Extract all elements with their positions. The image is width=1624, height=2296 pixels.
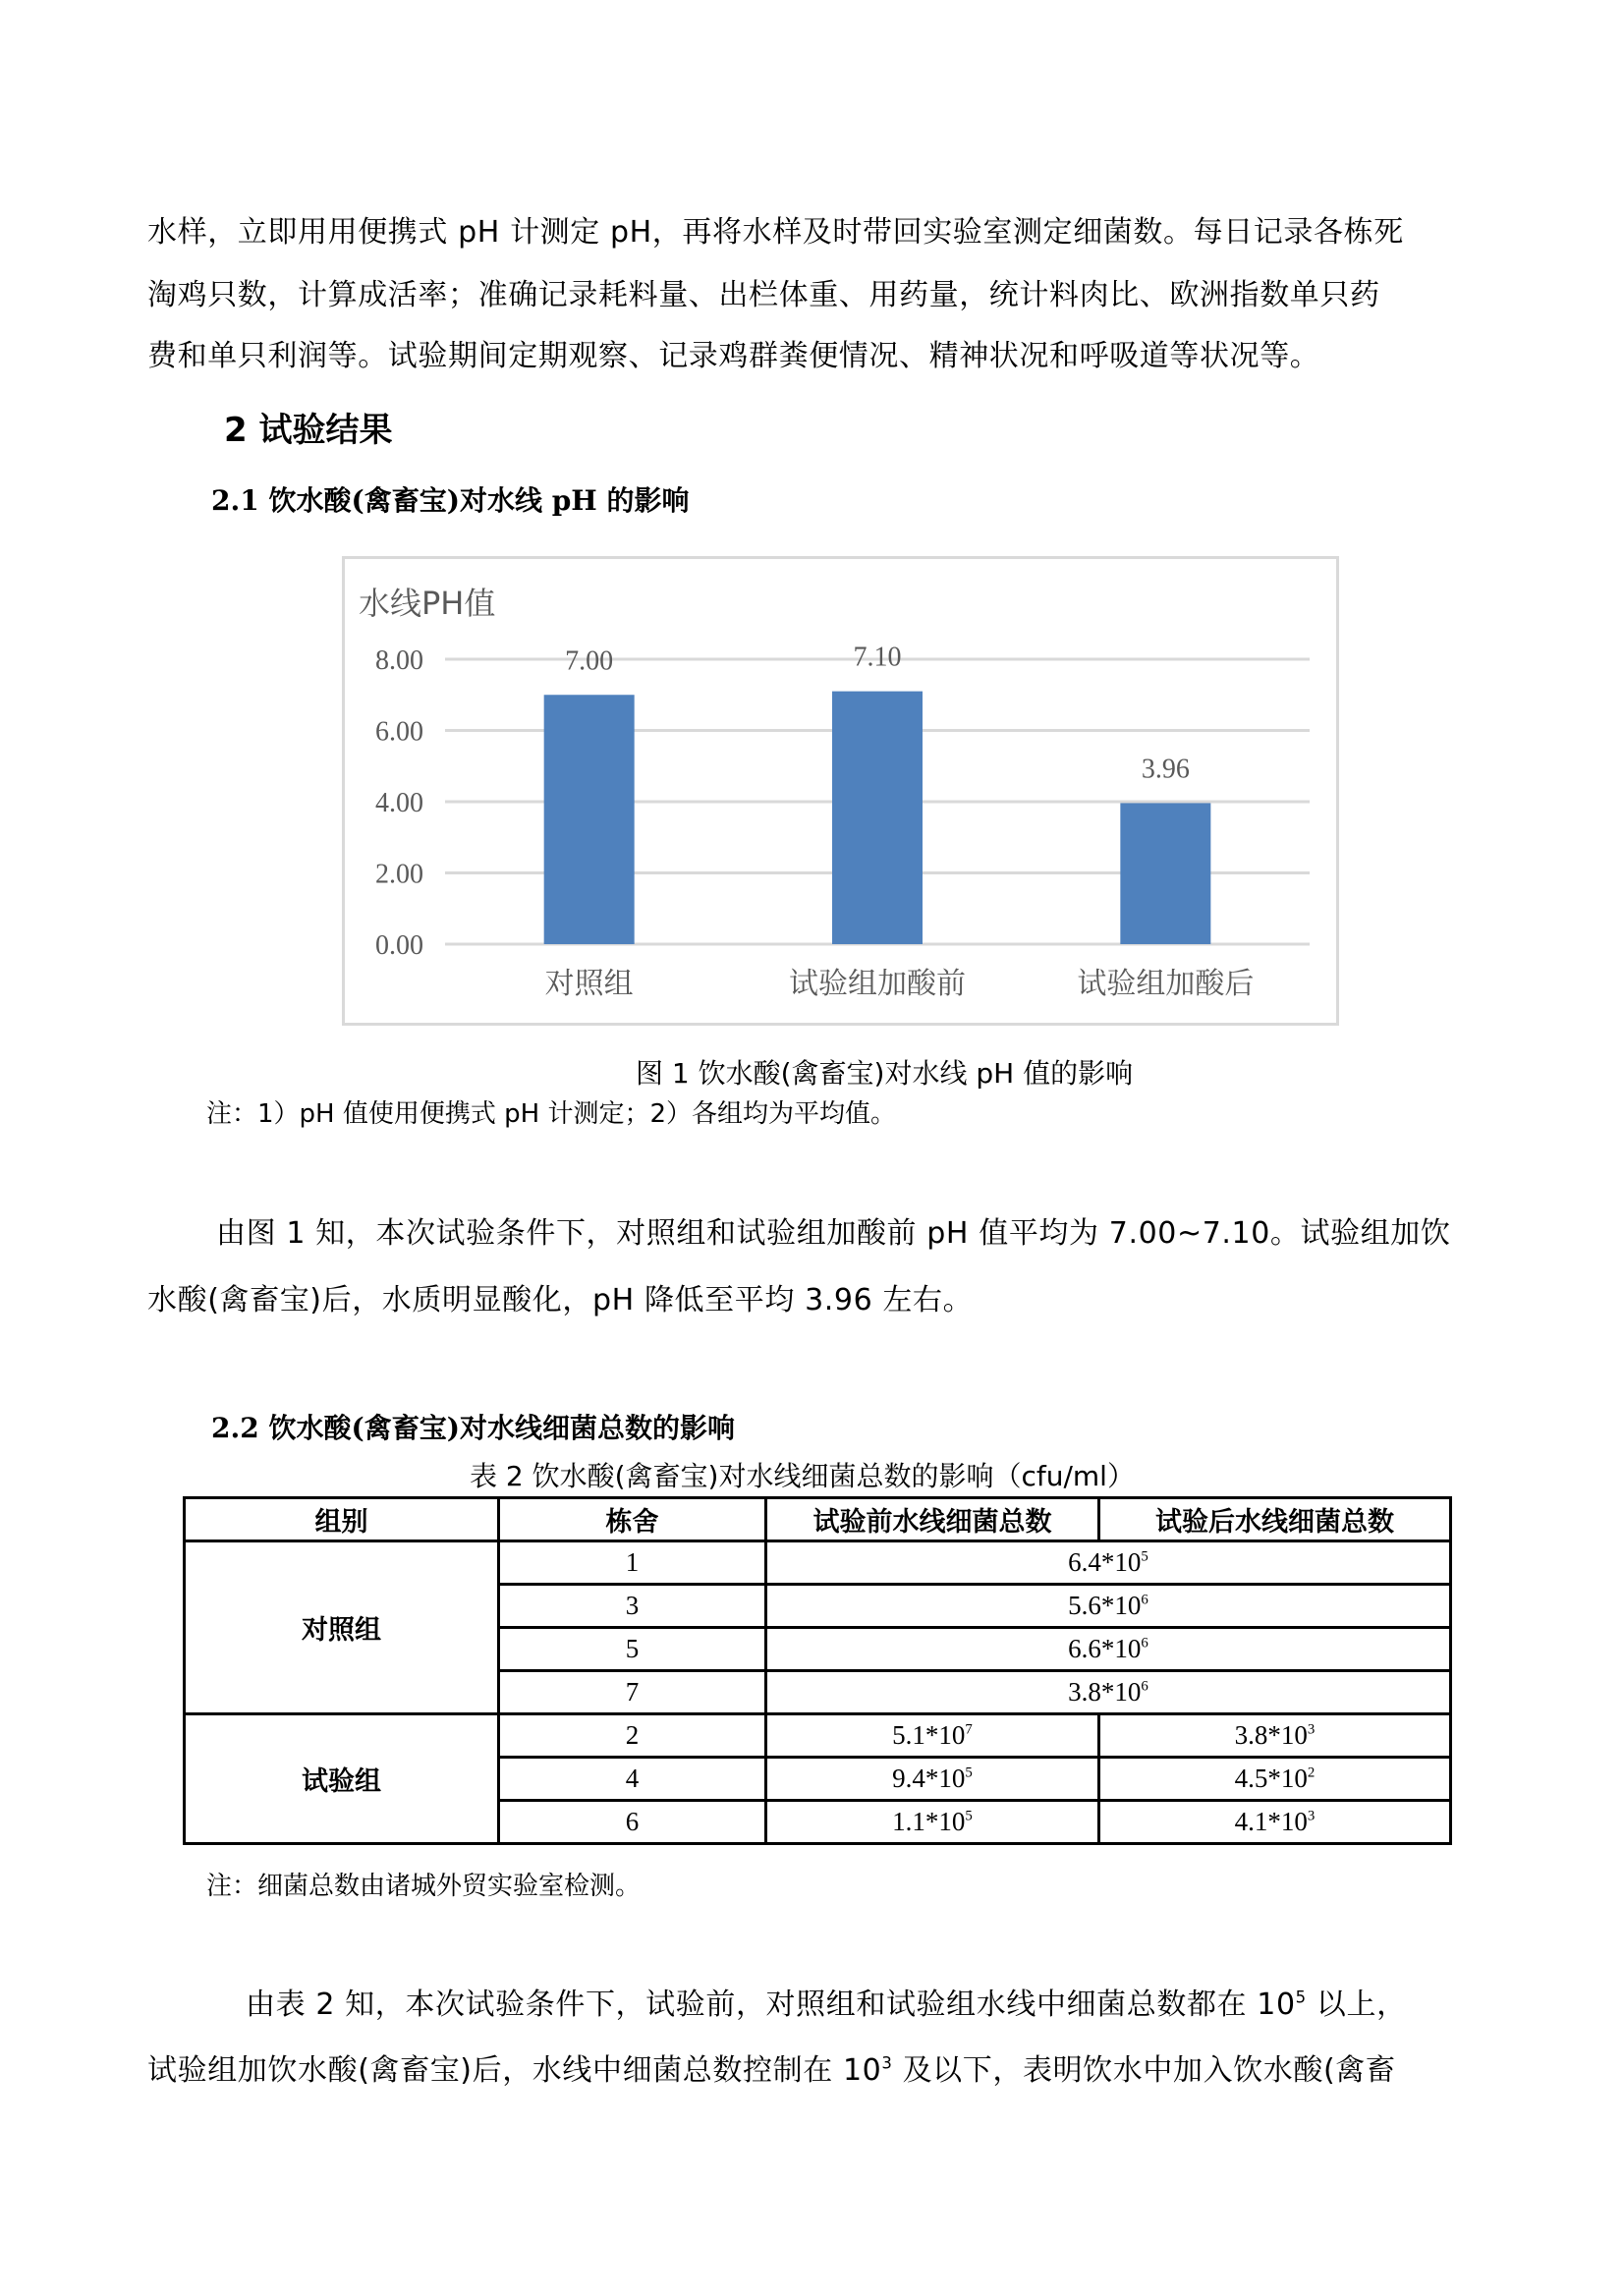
y-tick-label: 4.00	[375, 788, 423, 818]
count-base: 6.6*10	[1068, 1634, 1142, 1663]
count-base: 3.8*10	[1234, 1720, 1308, 1750]
figure-note: 注：1）pH 值使用便携式 pH 计测定；2）各组均为平均值。	[206, 1099, 896, 1129]
paragraph-line	[147, 2053, 1395, 2089]
y-tick-label: 0.00	[375, 930, 423, 961]
house-cell: 6	[499, 1801, 766, 1844]
header-group: 组别	[185, 1498, 499, 1541]
text-run: 试验组加饮水酸(禽畜宝)后，水线中细菌总数控制在 10	[147, 2053, 882, 2088]
before-count-cell	[766, 1758, 1099, 1801]
table-row	[185, 1541, 1451, 1585]
header-after: 试验后水线细菌总数	[1099, 1498, 1451, 1541]
count-base: 9.4*10	[892, 1764, 966, 1793]
subsection-heading-ph: 2.1 饮水酸(禽畜宝)对水线 pH 的影响	[211, 484, 690, 517]
data-label: 7.10	[853, 642, 902, 673]
figure-caption: 图 1 饮水酸(禽畜宝)对水线 pH 值的影响	[636, 1057, 1134, 1090]
house-cell: 4	[499, 1758, 766, 1801]
y-tick-label: 6.00	[375, 716, 423, 748]
bacteria-count-cell	[766, 1541, 1451, 1585]
before-count-cell	[766, 1801, 1099, 1844]
count-base: 4.1*10	[1234, 1807, 1308, 1836]
data-label: 3.96	[1141, 754, 1190, 785]
data-label: 7.00	[565, 645, 614, 677]
group-control: 对照组	[185, 1541, 499, 1714]
paragraph-line: 淘鸡只数，计算成活率；准确记录耗料量、出栏体重、用药量，统计料肉比、欧洲指数单只药	[147, 278, 1380, 312]
count-exponent: 5	[965, 1764, 973, 1781]
count-base: 5.1*10	[892, 1720, 966, 1750]
group-trial: 试验组	[185, 1714, 499, 1844]
section-heading: 2 试验结果	[224, 411, 393, 450]
house-cell: 7	[499, 1671, 766, 1714]
house-cell: 1	[499, 1541, 766, 1585]
category-label: 试验组加酸前	[789, 967, 966, 1001]
paragraph-line	[246, 1988, 1407, 2023]
count-base: 3.8*10	[1068, 1677, 1142, 1707]
count-exponent: 6	[1141, 1592, 1148, 1608]
table-caption: 表 2 饮水酸(禽畜宝)对水线细菌总数的影响（cfu/ml）	[470, 1460, 1135, 1492]
bacteria-count-cell	[766, 1628, 1451, 1671]
exponent: 5	[1295, 1988, 1307, 2007]
paragraph-line: 水样，立即用用便携式 pH 计测定 pH，再将水样及时带回实验室测定细菌数。每日记录各栋死	[147, 215, 1404, 250]
before-count-cell	[766, 1714, 1099, 1758]
house-cell: 3	[499, 1585, 766, 1628]
bar	[544, 695, 635, 944]
header-house: 栋舍	[499, 1498, 766, 1541]
x-axis-categories	[545, 967, 1255, 1001]
category-label: 对照组	[544, 967, 634, 1001]
count-exponent: 3	[1307, 1808, 1316, 1824]
count-base: 6.4*10	[1068, 1547, 1142, 1577]
bacteria-count-cell	[766, 1671, 1451, 1714]
after-count-cell	[1099, 1758, 1451, 1801]
table-header-row	[185, 1498, 1451, 1541]
count-exponent: 5	[965, 1808, 973, 1824]
y-axis-ticks	[375, 645, 423, 961]
exponent: 3	[881, 2053, 893, 2073]
bacteria-table	[183, 1496, 1452, 1845]
table-row	[185, 1714, 1451, 1758]
y-tick-label: 8.00	[375, 645, 423, 676]
paragraph-line: 费和单只利润等。试验期间定期观察、记录鸡群粪便情况、精神状况和呼吸道等状况等。	[147, 339, 1320, 373]
text-run: 由表 2 知，本次试验条件下，试验前，对照组和试验组水线中细菌总数都在 10	[246, 1988, 1296, 2022]
house-cell: 5	[499, 1628, 766, 1671]
count-exponent: 6	[1141, 1678, 1148, 1695]
count-base: 1.1*10	[892, 1807, 966, 1836]
bar	[832, 692, 923, 944]
ph-bar-chart	[342, 556, 1339, 1026]
header-before: 试验前水线细菌总数	[766, 1498, 1099, 1541]
count-exponent: 6	[1141, 1635, 1148, 1652]
chart-title: 水线PH值	[359, 585, 496, 622]
paragraph-line: 由图 1 知，本次试验条件下，对照组和试验组加酸前 pH 值平均为 7.00~7.10。试验组加饮	[216, 1216, 1451, 1251]
after-count-cell	[1099, 1714, 1451, 1758]
text-run: 及以下，表明饮水中加入饮水酸(禽畜	[892, 2053, 1396, 2088]
bacteria-count-cell	[766, 1585, 1451, 1628]
table-note: 注：细菌总数由诸城外贸实验室检测。	[206, 1872, 642, 1901]
count-exponent: 7	[965, 1721, 973, 1738]
count-base: 4.5*10	[1234, 1764, 1308, 1793]
text-run: 以上，	[1306, 1988, 1407, 2022]
count-exponent: 2	[1307, 1764, 1316, 1781]
count-base: 5.6*10	[1068, 1591, 1142, 1620]
paragraph-line: 水酸(禽畜宝)后，水质明显酸化，pH 降低至平均 3.96 左右。	[147, 1283, 974, 1317]
bar	[1120, 803, 1210, 944]
count-exponent: 3	[1307, 1721, 1316, 1738]
chart-canvas	[345, 559, 1336, 1023]
after-count-cell	[1099, 1801, 1451, 1844]
house-cell: 2	[499, 1714, 766, 1758]
subsection-heading-bacteria: 2.2 饮水酸(禽畜宝)对水线细菌总数的影响	[211, 1412, 735, 1444]
count-exponent: 5	[1141, 1548, 1148, 1565]
y-tick-label: 2.00	[375, 859, 423, 890]
category-label: 试验组加酸后	[1077, 967, 1255, 1001]
